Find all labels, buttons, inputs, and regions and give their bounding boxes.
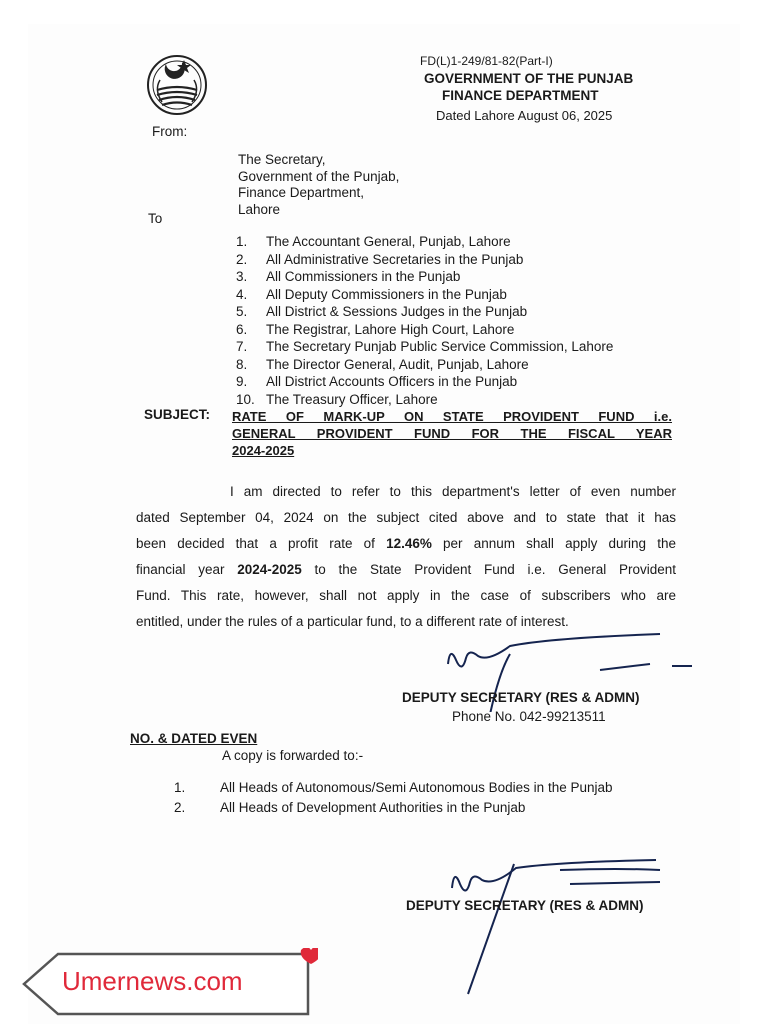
body-text: to the State Provident Fund i.e. General Provident (301, 562, 677, 577)
list-item (236, 356, 613, 374)
body-line (136, 531, 676, 557)
list-number: 3. (236, 269, 248, 284)
list-item (236, 373, 613, 391)
list-text: The Accountant General, Punjab, Lahore (266, 234, 511, 249)
list-text: All Deputy Commissioners in the Punjab (266, 286, 507, 302)
list-number: 10. (236, 391, 255, 407)
list-item (174, 798, 613, 818)
list-number: 5. (236, 304, 248, 319)
reference-number: FD(L)1-249/81-82(Part-I) (420, 54, 553, 68)
body-line: I am directed to refer to this department's letter of even number (230, 484, 676, 499)
list-number: 1. (174, 780, 186, 795)
sender-address (238, 152, 399, 218)
profit-rate: 12.46% (386, 536, 432, 551)
designation: DEPUTY SECRETARY (RES & ADMN) (406, 898, 644, 913)
body-text: per annum shall apply during the (431, 536, 676, 551)
list-item (236, 391, 613, 409)
list-item (236, 251, 613, 269)
letter-body (136, 479, 676, 635)
government-title: GOVERNMENT OF THE PUNJAB (424, 71, 634, 86)
punjab-emblem-icon (146, 50, 208, 116)
sender-line: Government of the Punjab, (238, 168, 400, 184)
list-text: The Registrar, Lahore High Court, Lahore (266, 321, 515, 337)
from-label: From: (152, 124, 188, 139)
body-text: financial year (136, 562, 238, 577)
designation: DEPUTY SECRETARY (RES & ADMN) (402, 690, 640, 705)
subject-line: GENERAL PROVIDENT FUND FOR THE FISCAL YEAR (232, 426, 672, 441)
list-number: 1. (236, 234, 248, 249)
list-number: 6. (236, 321, 248, 337)
list-text: All Commissioners in the Punjab (266, 269, 461, 284)
list-item (236, 338, 613, 356)
body-line: Fund. This rate, however, shall not apply in the case of subscribers who are (136, 588, 676, 603)
list-item (236, 286, 613, 304)
list-text: All District & Sessions Judges in the Punjab (266, 304, 528, 319)
endorsement-title: NO. & DATED EVEN (130, 731, 258, 746)
body-line (136, 557, 676, 583)
list-item (174, 778, 613, 798)
list-text: The Secretary Punjab Public Service Commission, Lahore (266, 339, 614, 354)
list-number: 9. (236, 374, 248, 389)
list-text: The Director General, Audit, Punjab, Lahore (266, 356, 529, 372)
sender-line: Lahore (238, 201, 281, 217)
phone-number: Phone No. 042-99213511 (452, 709, 606, 724)
fiscal-year: 2024-2025 (237, 562, 302, 577)
signature-2 (440, 850, 670, 1000)
subject-line: 2024-2025 (232, 443, 295, 458)
list-item (236, 268, 613, 286)
list-number: 4. (236, 286, 248, 302)
recipient-list (236, 233, 613, 408)
sender-line: The Secretary, (238, 152, 326, 167)
list-number: 2. (174, 800, 186, 815)
list-number: 2. (236, 251, 248, 267)
body-line: dated September 04, 2024 on the subject cited above and to state that it has (136, 510, 676, 525)
list-text: All Heads of Development Authorities in the Punjab (220, 800, 526, 815)
subject-label: SUBJECT: (144, 407, 211, 422)
letterhead (424, 70, 633, 104)
subject-text (232, 408, 672, 459)
endorsement-intro: A copy is forwarded to:- (222, 748, 364, 763)
letter-date: Dated Lahore August 06, 2025 (436, 108, 613, 123)
watermark-text: Umernews.com (62, 966, 243, 996)
list-number: 8. (236, 356, 248, 372)
list-item (236, 233, 613, 251)
list-item (236, 321, 613, 339)
list-text: All Heads of Autonomous/Semi Autonomous Bodies in the Punjab (220, 780, 613, 795)
list-number: 7. (236, 339, 248, 354)
list-text: All District Accounts Officers in the Punjab (266, 374, 518, 389)
body-line: entitled, under the rules of a particular fund, to a different rate of interest. (136, 614, 569, 629)
copy-list (174, 778, 613, 818)
body-text: been decided that a profit rate of (136, 536, 387, 551)
list-text: All Administrative Secretaries in the Punjab (266, 251, 524, 267)
to-label: To (148, 211, 163, 226)
department-title: FINANCE DEPARTMENT (442, 88, 599, 103)
list-text: The Treasury Officer, Lahore (266, 391, 438, 407)
sender-line: Finance Department, (238, 185, 365, 200)
subject-line: RATE OF MARK-UP ON STATE PROVIDENT FUND i.e. (232, 409, 672, 424)
list-item (236, 303, 613, 321)
